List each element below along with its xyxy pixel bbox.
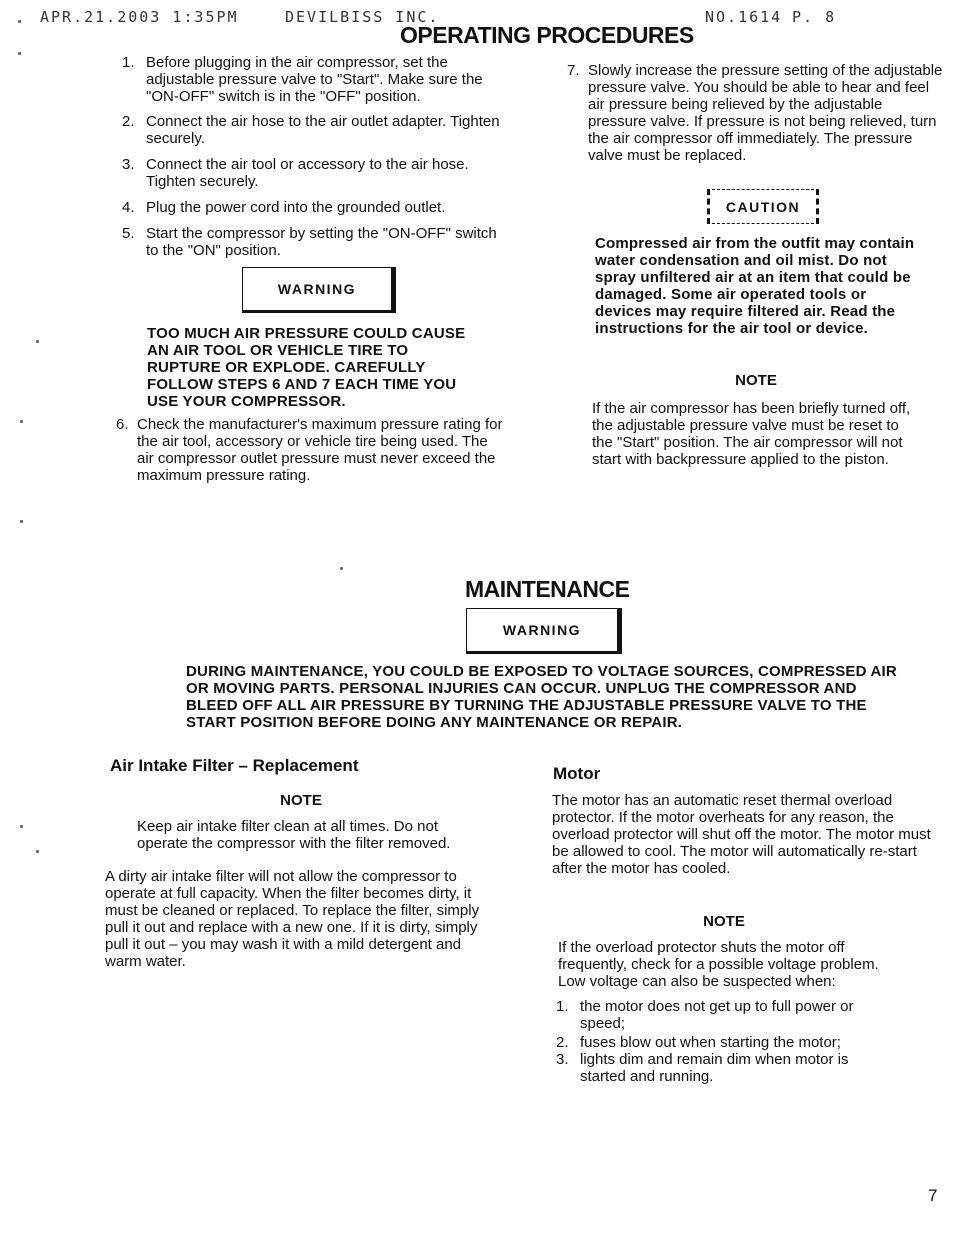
filter-heading: Air Intake Filter – Replacement	[110, 756, 359, 775]
warning-box	[242, 267, 396, 313]
warning-label: WARNING	[277, 281, 357, 297]
caution-box	[707, 189, 819, 224]
fax-date-time: APR.21.2003 1:35PM	[40, 8, 239, 26]
step-number: 6.	[116, 416, 129, 433]
note-text: If the air compressor has been briefly turned off, the adjustable pressure valve must be reset to the "Start" position. The air compressor will not start with backpressure applied to the piston.	[592, 400, 911, 468]
step-number: 7.	[567, 62, 580, 79]
motor-heading: Motor	[553, 764, 601, 783]
warning-box	[466, 608, 622, 654]
item-text: fuses blow out when starting the motor;	[580, 1034, 841, 1051]
motor-body: The motor has an automatic reset thermal overload protector. If the motor overheats for any reason, the overload protector will shut off the motor. The motor must be allowed to cool. The motor will automatically re-start after the motor has cooled.	[552, 792, 931, 877]
item-text: the motor does not get up to full power or speed;	[580, 998, 854, 1032]
voltage-symptoms-list	[556, 998, 896, 1094]
scan-speck	[18, 20, 21, 23]
motor-note-text: If the overload protector shuts the motor off frequently, check for a possible voltage problem. Low voltage can also be suspected when:	[558, 939, 879, 990]
step-text: Before plugging in the air compressor, set the adjustable pressure valve to "Start". Make sure the "ON-OFF" switch is in the "OFF" position.	[146, 54, 483, 105]
maintenance-title: MAINTENANCE	[465, 576, 630, 602]
warning-label: WARNING	[502, 622, 582, 638]
list-item: 2. Connect the air hose to the air outlet adapter. Tighten securely.	[122, 113, 500, 147]
step-text: Slowly increase the pressure setting of the adjustable pressure valve. You should be able to hear and feel air pressure being relieved by the adjustable pressure valve. If pressure is not being relieved, turn the air compressor off immediately. The pressure valve must be replaced.	[588, 62, 943, 164]
fax-page: P. 8	[792, 8, 837, 26]
list-item: 5. Start the compressor by setting the "ON-OFF" switch to the "ON" position.	[122, 225, 497, 259]
filter-body: A dirty air intake filter will not allow the compressor to operate at full capacity. When the filter becomes dirty, it must be cleaned or replaced. To replace the filter, simply pull it out and replace with a new one. If it is dirty, simply pull it out – you may wash it with a mild detergent and warm water.	[105, 868, 480, 970]
list-item: 3. lights dim and remain dim when motor is started and running.	[556, 1051, 849, 1085]
scan-speck	[340, 567, 343, 570]
step-text: Connect the air hose to the air outlet adapter. Tighten securely.	[146, 113, 500, 147]
list-item: 3. Connect the air tool or accessory to the air hose. Tighten securely.	[122, 156, 469, 190]
step-text: Plug the power cord into the grounded outlet.	[146, 199, 446, 216]
scan-speck	[20, 520, 23, 523]
list-item: 4. Plug the power cord into the grounded outlet.	[122, 199, 446, 216]
maintenance-warning-text: DURING MAINTENANCE, YOU COULD BE EXPOSED TO VOLTAGE SOURCES, COMPRESSED AIR OR MOVING PARTS. PERSONAL INJURIES CAN OCCUR. UNPLUG THE COMPRESSOR AND BLEED OFF ALL AIR PRESSURE BY TURNING THE ADJUSTABLE PRESSURE VALVE TO THE START POSITION BEFORE DOING ANY MAINTENANCE OR REPAIR.	[186, 663, 897, 731]
filter-note-text: Keep air intake filter clean at all times. Do not operate the compressor with the filter removed.	[137, 818, 451, 852]
list-item: 2. fuses blow out when starting the motor;	[556, 1034, 841, 1051]
caution-label: CAUTION	[725, 198, 801, 215]
caution-text: Compressed air from the outfit may contain water condensation and oil mist. Do not spray unfiltered air at an item that could be damaged. Some air operated tools or devices may require filtered air. Read the instructions for the air tool or device.	[595, 235, 915, 337]
scan-speck	[36, 340, 39, 343]
list-item: 1. Before plugging in the air compressor, set the adjustable pressure valve to "Start". Make sure the "ON-OFF" switch is in the "OFF" position.	[122, 54, 483, 105]
step-text: Start the compressor by setting the "ON-OFF" switch to the "ON" position.	[146, 225, 497, 259]
fax-company: DEVILBISS INC.	[285, 8, 440, 26]
list-item: 1. the motor does not get up to full power or speed;	[556, 998, 854, 1032]
scan-speck	[36, 850, 39, 853]
operating-title: OPERATING PROCEDURES	[400, 22, 694, 48]
scan-speck	[20, 825, 23, 828]
note-heading: NOTE	[280, 792, 322, 809]
fax-number: NO.1614	[705, 8, 783, 26]
note-heading: NOTE	[703, 913, 745, 930]
scan-speck	[18, 52, 21, 55]
operating-steps-list	[122, 54, 512, 268]
page-number: 7	[928, 1186, 938, 1205]
step-7	[567, 62, 944, 164]
note-heading: NOTE	[735, 372, 777, 389]
item-text: lights dim and remain dim when motor is started and running.	[580, 1051, 849, 1085]
step-text: Check the manufacturer's maximum pressure rating for the air tool, accessory or vehicle tire being used. The air compressor outlet pressure must never exceed the maximum pressure rating.	[137, 416, 503, 484]
step-6	[116, 416, 506, 484]
scan-speck	[20, 420, 23, 423]
warning-text: TOO MUCH AIR PRESSURE COULD CAUSE AN AIR TOOL OR VEHICLE TIRE TO RUPTURE OR EXPLODE. CAREFULLY FOLLOW STEPS 6 AND 7 EACH TIME YOU USE YOUR COMPRESSOR.	[147, 325, 466, 410]
step-text: Connect the air tool or accessory to the air hose. Tighten securely.	[146, 156, 469, 190]
